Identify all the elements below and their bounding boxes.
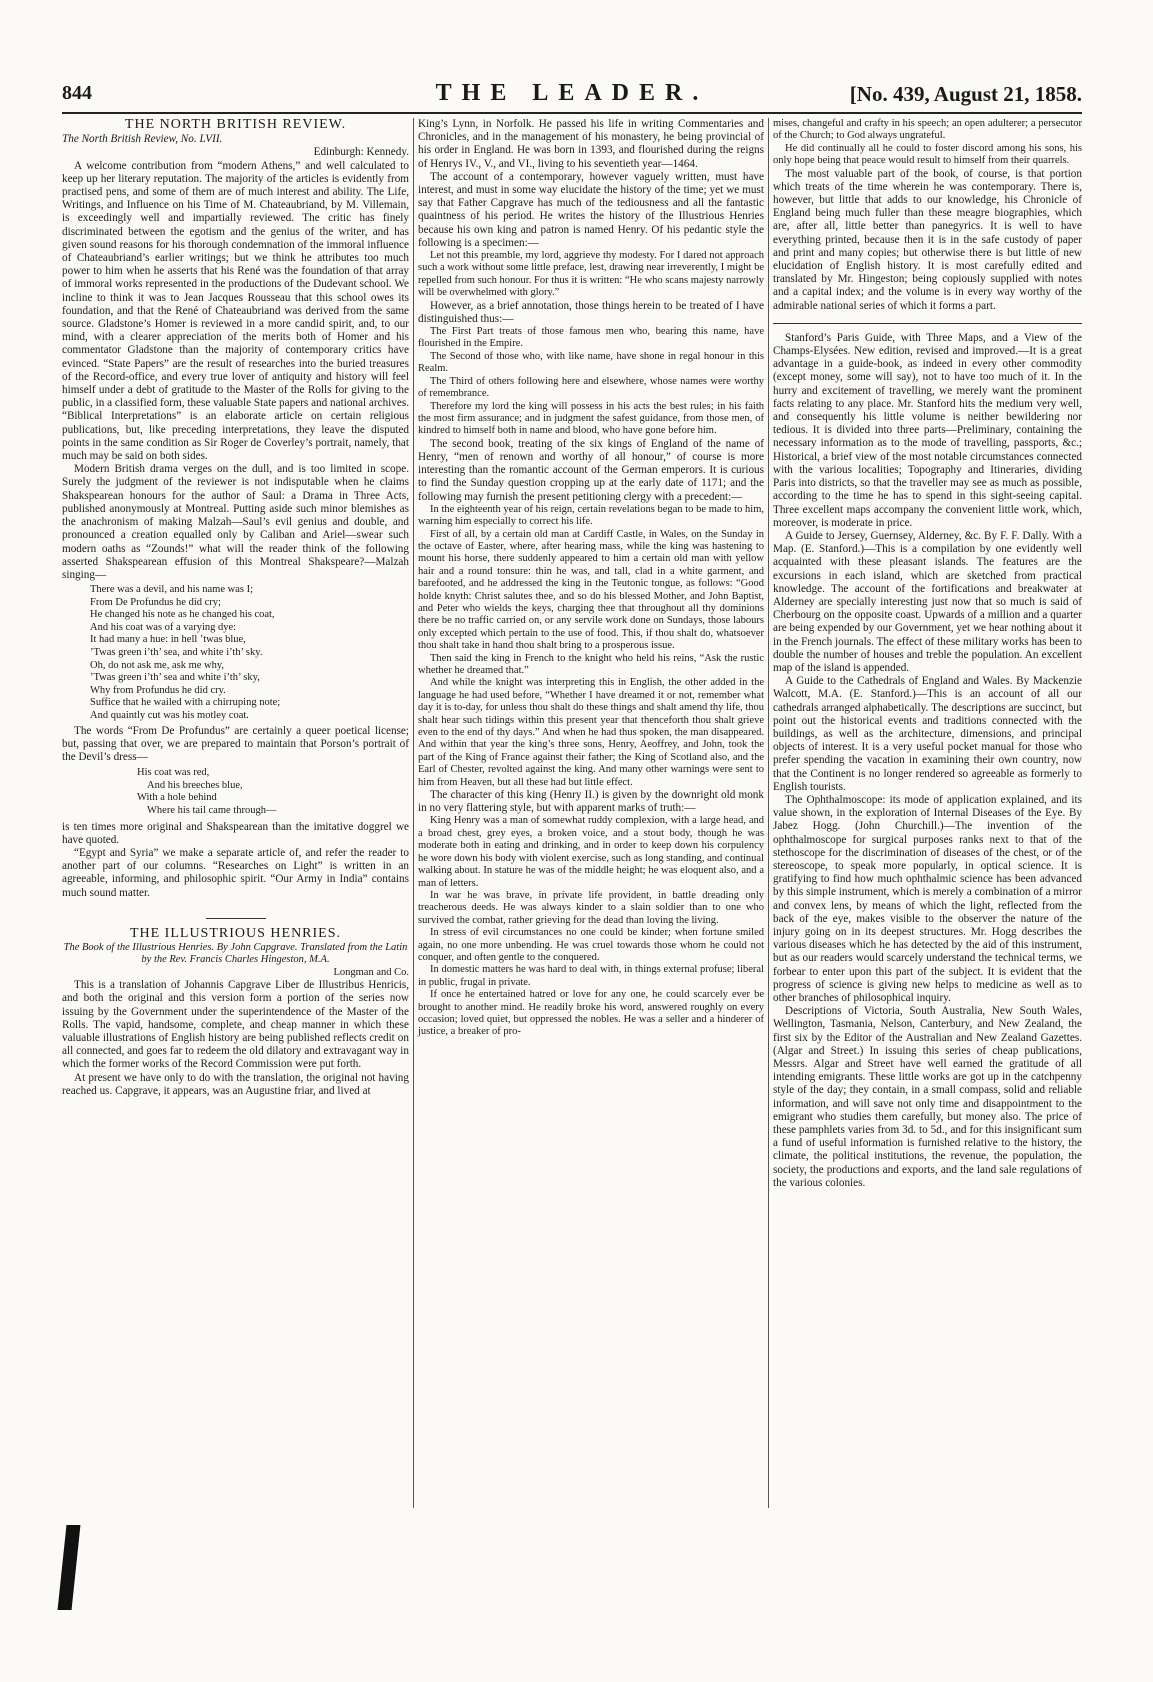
article-publisher: Longman and Co. <box>333 966 409 978</box>
verse-quotation <box>137 767 409 817</box>
quoted-paragraph: King Henry was a man of somewhat ruddy complexion, with a large head, and a broad chest, grey eyes, a broken voice, and a stout body, though he was moderate both in eating and drinking, and in order to keep down his corpulency he wore down his body with violent exercise, such as long standing, and continual walking about. In stature he was of the middle height; he was eloquent also, and a man of letters. <box>418 815 764 889</box>
verse-line: ’Twas green i’th’ sea and white i’th’ sky, <box>90 672 260 684</box>
paragraph: King’s Lynn, in Norfolk. He passed his life in writing Commentaries and Chronicles, and in the management of his monastery, he being provincial of his order in England. He was born in 1393, and flourished during the reigns of Henrys IV., V., and VI., living to his seventieth year—1464. <box>418 118 764 170</box>
page-number: 844 <box>62 82 92 104</box>
verse-line: Why from Profundus he did cry. <box>90 684 226 696</box>
book-notice: Descriptions of Victoria, South Australia, New South Wales, Wellington, Tasmania, Nelson, Canterbury, and New Zealand, the first six by the Editor of the Australian and New Zealand Gazettes. (Algar and Street.) In issuing this series of cheap publications, Messrs. Algar and Street have well earned the gratitude of all intending emigrants. These little works are got up in the catchpenny style of the day; they contain, in a small compass, solid and reliable information, and will save not only time and disappointment to the emigrant who studies them carefully, but money also. The price of these pamphlets varies from 3d. to 5d., and for this insignificant sum a fund of useful information is furnished relative to the history, the climate, the political institutions, the revenue, the population, the society, the productions and exports, and the land sale regulations of the various colonies. <box>773 1005 1082 1189</box>
quoted-paragraph: And while the knight was interpreting this in English, the other added in the language he had used before, “Whether I have dreamed it or not, remember what day it is to-day, for unless thou shalt do these things and shalt amend thy life, thou shalt hear such tidings within this present year that thenceforth thou shalt grieve even to the end of thy days.” And when he had thus spoken, the man disappeared. And within that year the king’s three sons, Henry, Aeoffrey, and John, took the part of the King of France against their father; the King of Scotland also, and the Earl of Chester, revolted against the king. And many other warnings were sent to him from Heaven, but all these had but little effect. <box>418 677 764 788</box>
ink-mark <box>58 1525 81 1610</box>
paragraph: However, as a brief annotation, those things herein to be treated of I have distinguished thus:— <box>418 299 764 325</box>
header-rule <box>62 112 1082 114</box>
quoted-paragraph: In war he was brave, in private life provident, in battle dreading only treacherous deeds. He was always kinder to a slain soldier than to one who survived the combat, rather grieving for the dead than loving the living. <box>418 889 764 926</box>
paragraph: “Egypt and Syria” we make a separate article of, and refer the reader to another part of our columns. “Researches on Light” is written in an agreeable, informing, and philosophic spirit. “Our Army in India” contains much sound matter. <box>62 847 409 899</box>
quoted-paragraph: Therefore my lord the king will possess in his acts the best rules; in his faith the most firm assurance; and in judgment the safest guidance, from those men, of kindred to himself both in name and blood, who have gone before him. <box>418 400 764 437</box>
article-source: The Book of the Illustrious Henries. By John Capgrave. Translated from the Latin by the Rev. Francis Charles Hingeston, M.A. <box>63 942 408 966</box>
verse-line: And his coat was of a varying dye: <box>90 621 237 633</box>
article-publisher: Edinburgh: Kennedy. <box>313 146 409 159</box>
paragraph: The character of this king (Henry II.) is given by the downright old monk in no very flattering style, but with apparent marks of truth:— <box>418 789 764 815</box>
paragraph: This is a translation of Johannis Capgrave Liber de Illustribus Henricis, and both the original and this version form a portion of the series now issuing by the Government under the superintendence of the Master of the Rolls. The vapid, handsome, complete, and cheap manner in which these valuable illustrations of English history are being published reflects credit on all connected, and goes far to redeem the old dilatory and extravagant way in which the former works of the Record Commission were put forth. <box>62 979 409 1071</box>
issue-date: [No. 439, August 21, 1858. <box>849 82 1082 106</box>
paragraph: A welcome contribution from “modern Athens,” and well calculated to keep up her literary reputation. The majority of the articles is evidently from practised pens, and some of them are of much interest and ability. The Life, Writings, and Influence on his Time of M. Chateaubriand, by M. Villemain, is exceedingly well and impartially reviewed. The critic has finely discriminated between the egotism and the genius of the writer, and has given sound reasons for his thorough condemnation of the immoral influence of Chateaubriand’s earlier writings; but we think he attributes too much power to him when he asserts that his René was the foundation of that array of immoral works represented in the productions of the Dudevant school. We incline to think it was to Jean Jacques Rousseau that this school owes its foundation, and that the René of Chateaubriand was derived from the same source. Gladstone’s Homer is reviewed in a more candid spirit, and, to our mind, with a clearer appreciation of the merits both of Homer and his commentator Gladstone than the majority of contemporary critics have evinced. “State Papers” are the result of researches into the buried treasures of the Record-office, and every true lover of antiquity and history will feel himself under a debt of gratitude to the Master of the Rolls for giving to the public, in a classified form, these valuable State papers and national archives. “Biblical Interpretations” is an elaborate article on certain religious publications, but, like preceding interpretations, they leave the disputed points in the same condition as Sir Roger de Coverley’s portrait, namely, that much may be said on both sides. <box>62 159 409 463</box>
verse-line: He changed his note as he changed his coat, <box>90 609 275 621</box>
article-heading: THE ILLUSTRIOUS HENRIES. <box>129 925 342 941</box>
divider <box>206 918 266 919</box>
quoted-paragraph: In domestic matters he was hard to deal with, in things external profuse; liberal in public, frugal in private. <box>418 964 764 988</box>
book-notice: A Guide to the Cathedrals of England and Wales. By Mackenzie Walcott, M.A. (E. Stanford.)—This is an account of all our cathedrals arranged alphabetically. The descriptions are succinct, but point out the historical events and traditions connected with the buildings, as well as the architecture, dimensions, and principal objects of interest. It is a very useful pocket manual for those who prefer spending the vacation in examining their own country, now that the Continent is no longer rendered so agreeable as formerly to English tourists. <box>773 675 1082 793</box>
quoted-paragraph: The Third of others following here and elsewhere, whose names were worthy of remembrance. <box>418 375 764 400</box>
paragraph: Modern British drama verges on the dull, and is too limited in scope. Surely the judgment of the reviewer is not indisputable when he claims Shakspearean honours for the author of Saul: a Drama in Three Acts, published anonymously at Montreal. Putting aside such minor blemishes as the anachronism of making Malzah—Saul’s evil genius and double, and pronounced a creation equalled only by Caliban and Ariel—swear such modern oaths as “Zounds!” what will the reader think of the following asserted Shakspearean effusion of this Montreal Shakspeare?—Malzah singing— <box>62 463 409 581</box>
column-3 <box>773 118 1082 1190</box>
verse-line: His coat was red, <box>137 767 210 779</box>
paragraph: is ten times more original and Shakspearean than the imitative doggrel we have quoted. <box>62 820 409 846</box>
quoted-paragraph: The Second of those who, with like name, have shone in regal honour in this Realm. <box>418 350 764 375</box>
verse-quotation <box>90 584 409 723</box>
verse-line: ’Twas green i’th’ sea, and white i’th’ sky. <box>90 647 263 659</box>
verse-line: Suffice that he wailed with a chirruping note; <box>90 697 281 709</box>
verse-line: There was a devil, and his name was I; <box>90 584 253 596</box>
quoted-paragraph: First of all, by a certain old man at Cardiff Castle, in Wales, on the Sunday in the octave of Easter, where, after hearing mass, while the king was hastening to mount his horse, there suddenly appeared to him a certain old man with yellow hair and a round tonsure: thin he was, and tall, clad in a white garment, and barefooted, and he addressed the king in the Teutonic tongue, as follows: “Good holde knyth: Christ salutes thee, and so do his blessed Mother, and John Baptist, and Peter who wields the keys, charging thee that throughout all thy dominions there be no traffic carried on, or any servile work done on Sundays, those labours only excepted which pertain to the use of food. This, if thou shalt do, whatsoever thou shalt take in hand thou shalt bring to a prosperous issue. <box>418 528 764 652</box>
article-heading: THE NORTH BRITISH REVIEW. <box>124 117 347 132</box>
column-separator <box>768 118 769 1508</box>
verse-line: Where his tail came through— <box>147 805 277 817</box>
quoted-paragraph: If once he entertained hatred or love for any one, he could scarcely ever be brought to another mind. He readily broke his word, answered roughly on every occasion; loved quiet, but oppressed the nobles. He was a seller and a hinderer of justice, a breaker of pro- <box>418 989 764 1038</box>
article-source: The North British Review, No. LVII. <box>62 133 223 146</box>
book-notice: A Guide to Jersey, Guernsey, Alderney, &c. By F. F. Dally. With a Map. (E. Stanford.)—This is a compilation by one evidently well acquainted with these pleasant islands. The features are the excursions in each island, which are sketched from practical knowledge. The account of the fortifications and breakwater at Alderney are specially interesting just now that so much is said of Cherbourg on the opposite coast. Upwards of a million and a quarter are being expended by our Government, yet we hear nothing about it in the French journals. The effect of these military works has been to double the number of houses and treble the population. An excellent map of the island is appended. <box>773 529 1082 674</box>
newspaper-title: THE LEADER. <box>435 80 709 106</box>
paragraph: The words “From De Profundus” are certainly a queer poetical license; but, passing that over, we are prepared to maintain that Porson’s portrait of the Devil’s dress— <box>62 724 409 764</box>
quoted-paragraph: Let not this preamble, my lord, aggrieve thy modesty. For I dared not approach such a work without some little preface, lest, drawing near irreverently, I might be repelled from such honour. For thus it is written: “He who scans majesty narrowly will be overwhelmed with glory.” <box>418 250 764 299</box>
book-notice: The Ophthalmoscope: its mode of application explained, and its value shown, in the exploration of Internal Diseases of the Eye. By Jabez Hogg. (John Churchill.)—The invention of the ophthalmoscope for surgical purposes ranks next to that of the stethoscope for the discrimination of diseases of the chest, or of the stereoscope, to speak more popularly, in optical science. It is gratifying to find how much ophthalmic science has been advanced by this simple instrument, which is merely a combination of a mirror and convex lens, by means of which the light, reflected from the back of the eye, makes visible to the observer the nature of the injury going on in its deepest structures. Mr. Hogg describes the various diseases which he has detected by the aid of this instrument, but as our readers would scarcely understand the technical terms, we forbear to enter upon this part of the subject. It is evident that the progress of science is giving new helps to medicine as well as to other branches of philosophical inquiry. <box>773 793 1082 1005</box>
quoted-paragraph: mises, changeful and crafty in his speech; an open adulterer; a persecutor of the Church; to God always ungrateful. <box>773 118 1082 142</box>
quoted-paragraph: In stress of evil circumstances no one could be kinder; when fortune smiled again, no one more unbending. He was cruel towards those whom he could not conquer, and often gentle to the conquered. <box>418 927 764 963</box>
quoted-paragraph: Then said the king in French to the knight who held his reins, “Ask the rustic whether he dreamed that.” <box>418 652 764 677</box>
masthead <box>62 80 1082 110</box>
column-2 <box>418 118 764 1039</box>
column-separator <box>413 118 414 1508</box>
verse-line: With a hole behind <box>137 792 217 804</box>
book-notice: Stanford’s Paris Guide, with Three Maps, and a View of the Champs-Elysées. New edition, revised and improved.—It is a great advantage in a guide-book, as indeed in every other commodity (except money, some will say), not to have too much of it. In the hurry and excitement of travelling, we merely want the prominent facts relating to any place. Mr. Stanford hits the medium very well, and consequently his little volume is neither bewildering nor tedious. It is divided into three parts—Preliminary, containing the necessary information as to the mode of travelling, passports, &c.; Historical, a brief view of the most notable circumstances connected with the various localities; Topography and Itineraries, dividing Paris into districts, so that the traveller may see as much as possible, according to the time he has to spend in this sight-seeing capital. Three excellent maps accompany the convenient little work, which, moreover, is moderate in price. <box>773 331 1082 529</box>
verse-line: It had many a hue: in hell ’twas blue, <box>90 634 246 646</box>
verse-line: And his breeches blue, <box>147 779 243 791</box>
verse-line: And quaintly cut was his motley coat. <box>90 710 249 722</box>
column-1 <box>62 118 409 1098</box>
verse-line: Oh, do not ask me, ask me why, <box>90 659 225 671</box>
divider <box>773 323 1082 324</box>
paragraph: The most valuable part of the book, of course, is that portion which treats of the time wherein he was contemporary. There is, however, but little that adds to our knowledge, his Chronicle of England being much fuller than these meagre biographies, which are, after all, little better than panegyrics. It is well to have everything printed, because then it is in the safe custody of paper and print and many copies; but otherwise there is but little of new elucidation of English history. It is most carefully edited and translated by Mr. Hingeston; being copiously supplied with notes and a capital index; and the volume is in every way worthy of the admirable national series of which it forms a part. <box>773 167 1082 312</box>
quoted-paragraph: He did continually all he could to foster discord among his sons, his only hope being that peace would result to himself from their quarrels. <box>773 142 1082 167</box>
quoted-paragraph: The First Part treats of those famous men who, bearing this name, have flourished in the Empire. <box>418 326 764 350</box>
quoted-paragraph: In the eighteenth year of his reign, certain revelations began to be made to him, warning him especially to correct his life. <box>418 503 764 528</box>
paragraph: At present we have only to do with the translation, the original not having reached us. Capgrave, it appears, was an Augustine friar, and lived at <box>62 1071 409 1097</box>
paragraph: The second book, treating of the six kings of England of the name of Henry, “men of renown and worthy of all honour,” of course is more interesting than the romantic account of the German emperors. It is curious to find the Sunday question cropping up at the early date of 1171; and the following may furnish the present petitioning clergy with a precedent:— <box>418 437 764 503</box>
paragraph: The account of a contemporary, however vaguely written, must have interest, and must in some way elucidate the history of the time; yet we must say that Father Capgrave has much of the tediousness and all the fantastic quaintness of his period. He writes the history of the Illustrious Henries because his own king and patron is named Henry. Of his pedantic style the following is a specimen:— <box>418 170 764 249</box>
verse-line: From De Profundus he did cry; <box>90 596 221 608</box>
